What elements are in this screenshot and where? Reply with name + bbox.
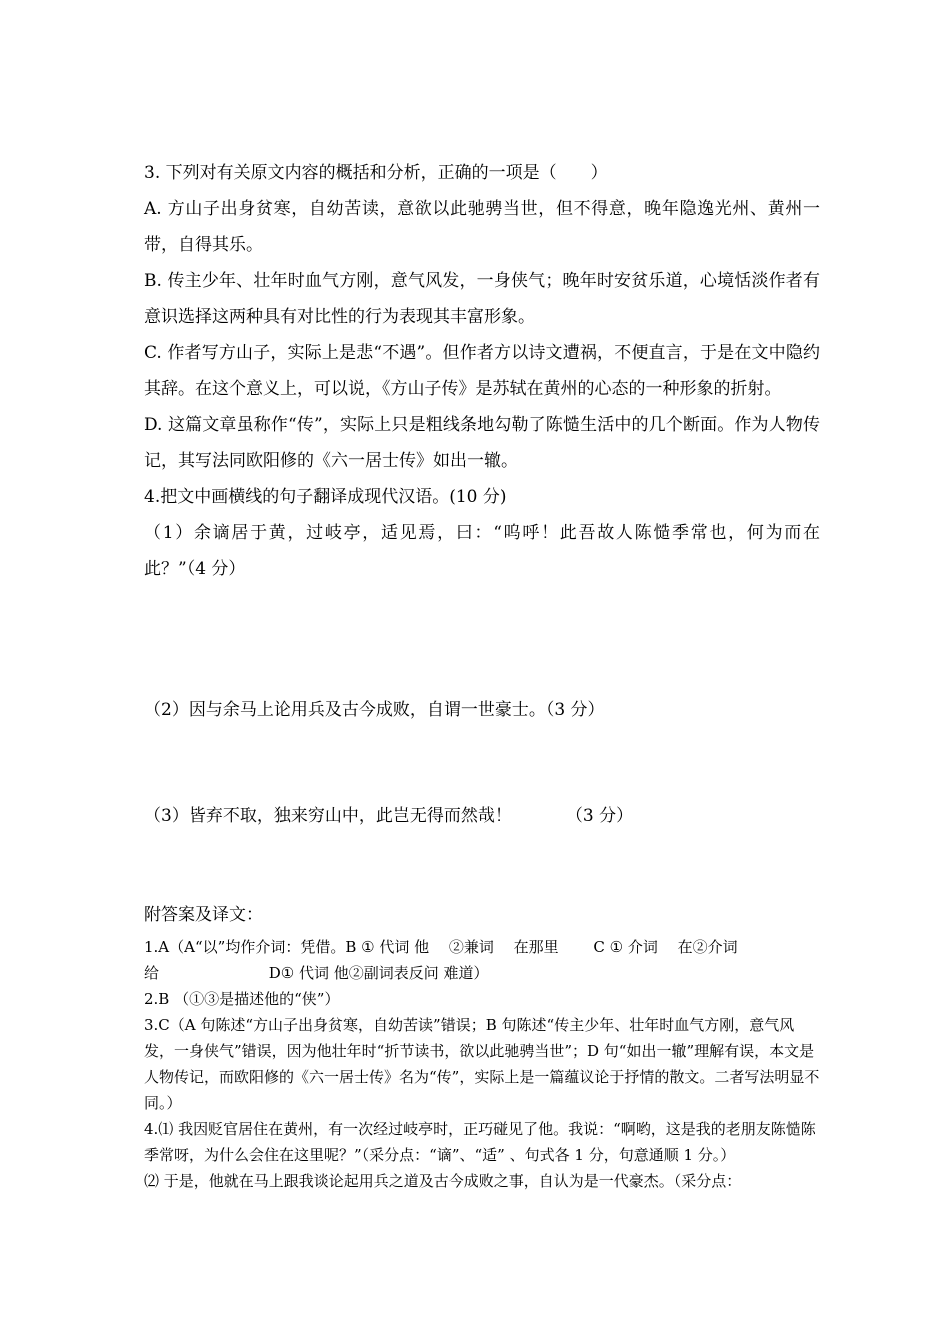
question-4-stem: 4.把文中画横线的句子翻译成现代汉语。(10 分) xyxy=(144,487,507,507)
option-c: C. 作者写方山子，实际上是悲“不遇”。但作者方以诗文遭祸，不便直言，于是在文中隐约其辞。在这个意义上，可以说，《方山子传》是苏轼在黄州的心态的一种形象的折射。 xyxy=(144,343,820,399)
sentence-3-text: （3）皆弃不取，独来穷山中，此岂无得而然哉！ xyxy=(144,806,512,826)
answer-2: 2.B （①③是描述他的“侠”） xyxy=(144,990,340,1008)
answer-4-1: 4.⑴ 我因贬官居住在黄州，有一次经过岐亭时，正巧碰见了他。我说：“啊哟，这是我的老朋友陈慥陈季常呀，为什么会住在这里呢？”（采分点：“谪”、“适” 、句式各 1 分，句意通顺 1 分。） xyxy=(144,1120,816,1164)
option-d: D. 这篇文章虽称作“传”，实际上只是粗线条地勾勒了陈慥生活中的几个断面。作为人物传记，其写法同欧阳修的《六一居士传》如出一辙。 xyxy=(144,415,820,471)
sentence-3-block xyxy=(144,798,820,834)
sentence-3-score: （3 分） xyxy=(565,806,634,826)
answer-1-line-2: 给 D① 代词 他②副词表反问 难道） xyxy=(144,964,489,982)
answer-4-2: ⑵ 于是，他就在马上跟我谈论起用兵之道及古今成败之事，自认为是一代豪杰。（采分点： xyxy=(144,1172,742,1190)
sentence-2-block xyxy=(144,692,820,728)
answer-3: 3.C（A 句陈述“方山子出身贫寒，自幼苦读”错误；B 句陈述“传主少年、壮年时血气方刚，意气风发，一身侠气”错误，因为他壮年时“折节读书，欲以此驰骋当世”；D 句“如出一辙”理解有误，本文是人物传记，而欧阳修的《六一居士传》名为“传”，实际上是一篇蕴议论于抒情的散文。二者写法明显不同。） xyxy=(144,1016,820,1112)
answers-heading-block xyxy=(144,897,820,933)
answers-block xyxy=(144,934,820,1194)
sentence-3 xyxy=(144,798,820,834)
answers-heading: 附答案及译文： xyxy=(144,905,263,925)
option-b: B. 传主少年、壮年时血气方刚，意气风发，一身侠气；晚年时安贫乐道，心境恬淡作者有意识选择这两种具有对比性的行为表现其丰富形象。 xyxy=(144,271,820,327)
question-3-stem: 3. 下列对有关原文内容的概括和分析，正确的一项是（ ） xyxy=(144,163,608,183)
sentence-2: （2）因与余马上论用兵及古今成败，自谓一世豪士。（3 分） xyxy=(144,700,605,720)
sentence-1: （1）余谪居于黄，过岐亭，适见焉，曰：“呜呼！此吾故人陈慥季常也，何为而在此？”（4 分） xyxy=(144,523,820,579)
option-a: A. 方山子出身贫寒，自幼苦读，意欲以此驰骋当世，但不得意，晚年隐逸光州、黄州一带，自得其乐。 xyxy=(144,199,820,255)
question-3 xyxy=(144,155,820,587)
answer-1-line-1: 1.A（A“以”均作介词：凭借。B ① 代词 他 ②兼词 在那里 C ① 介词 在②介词 xyxy=(144,938,738,956)
